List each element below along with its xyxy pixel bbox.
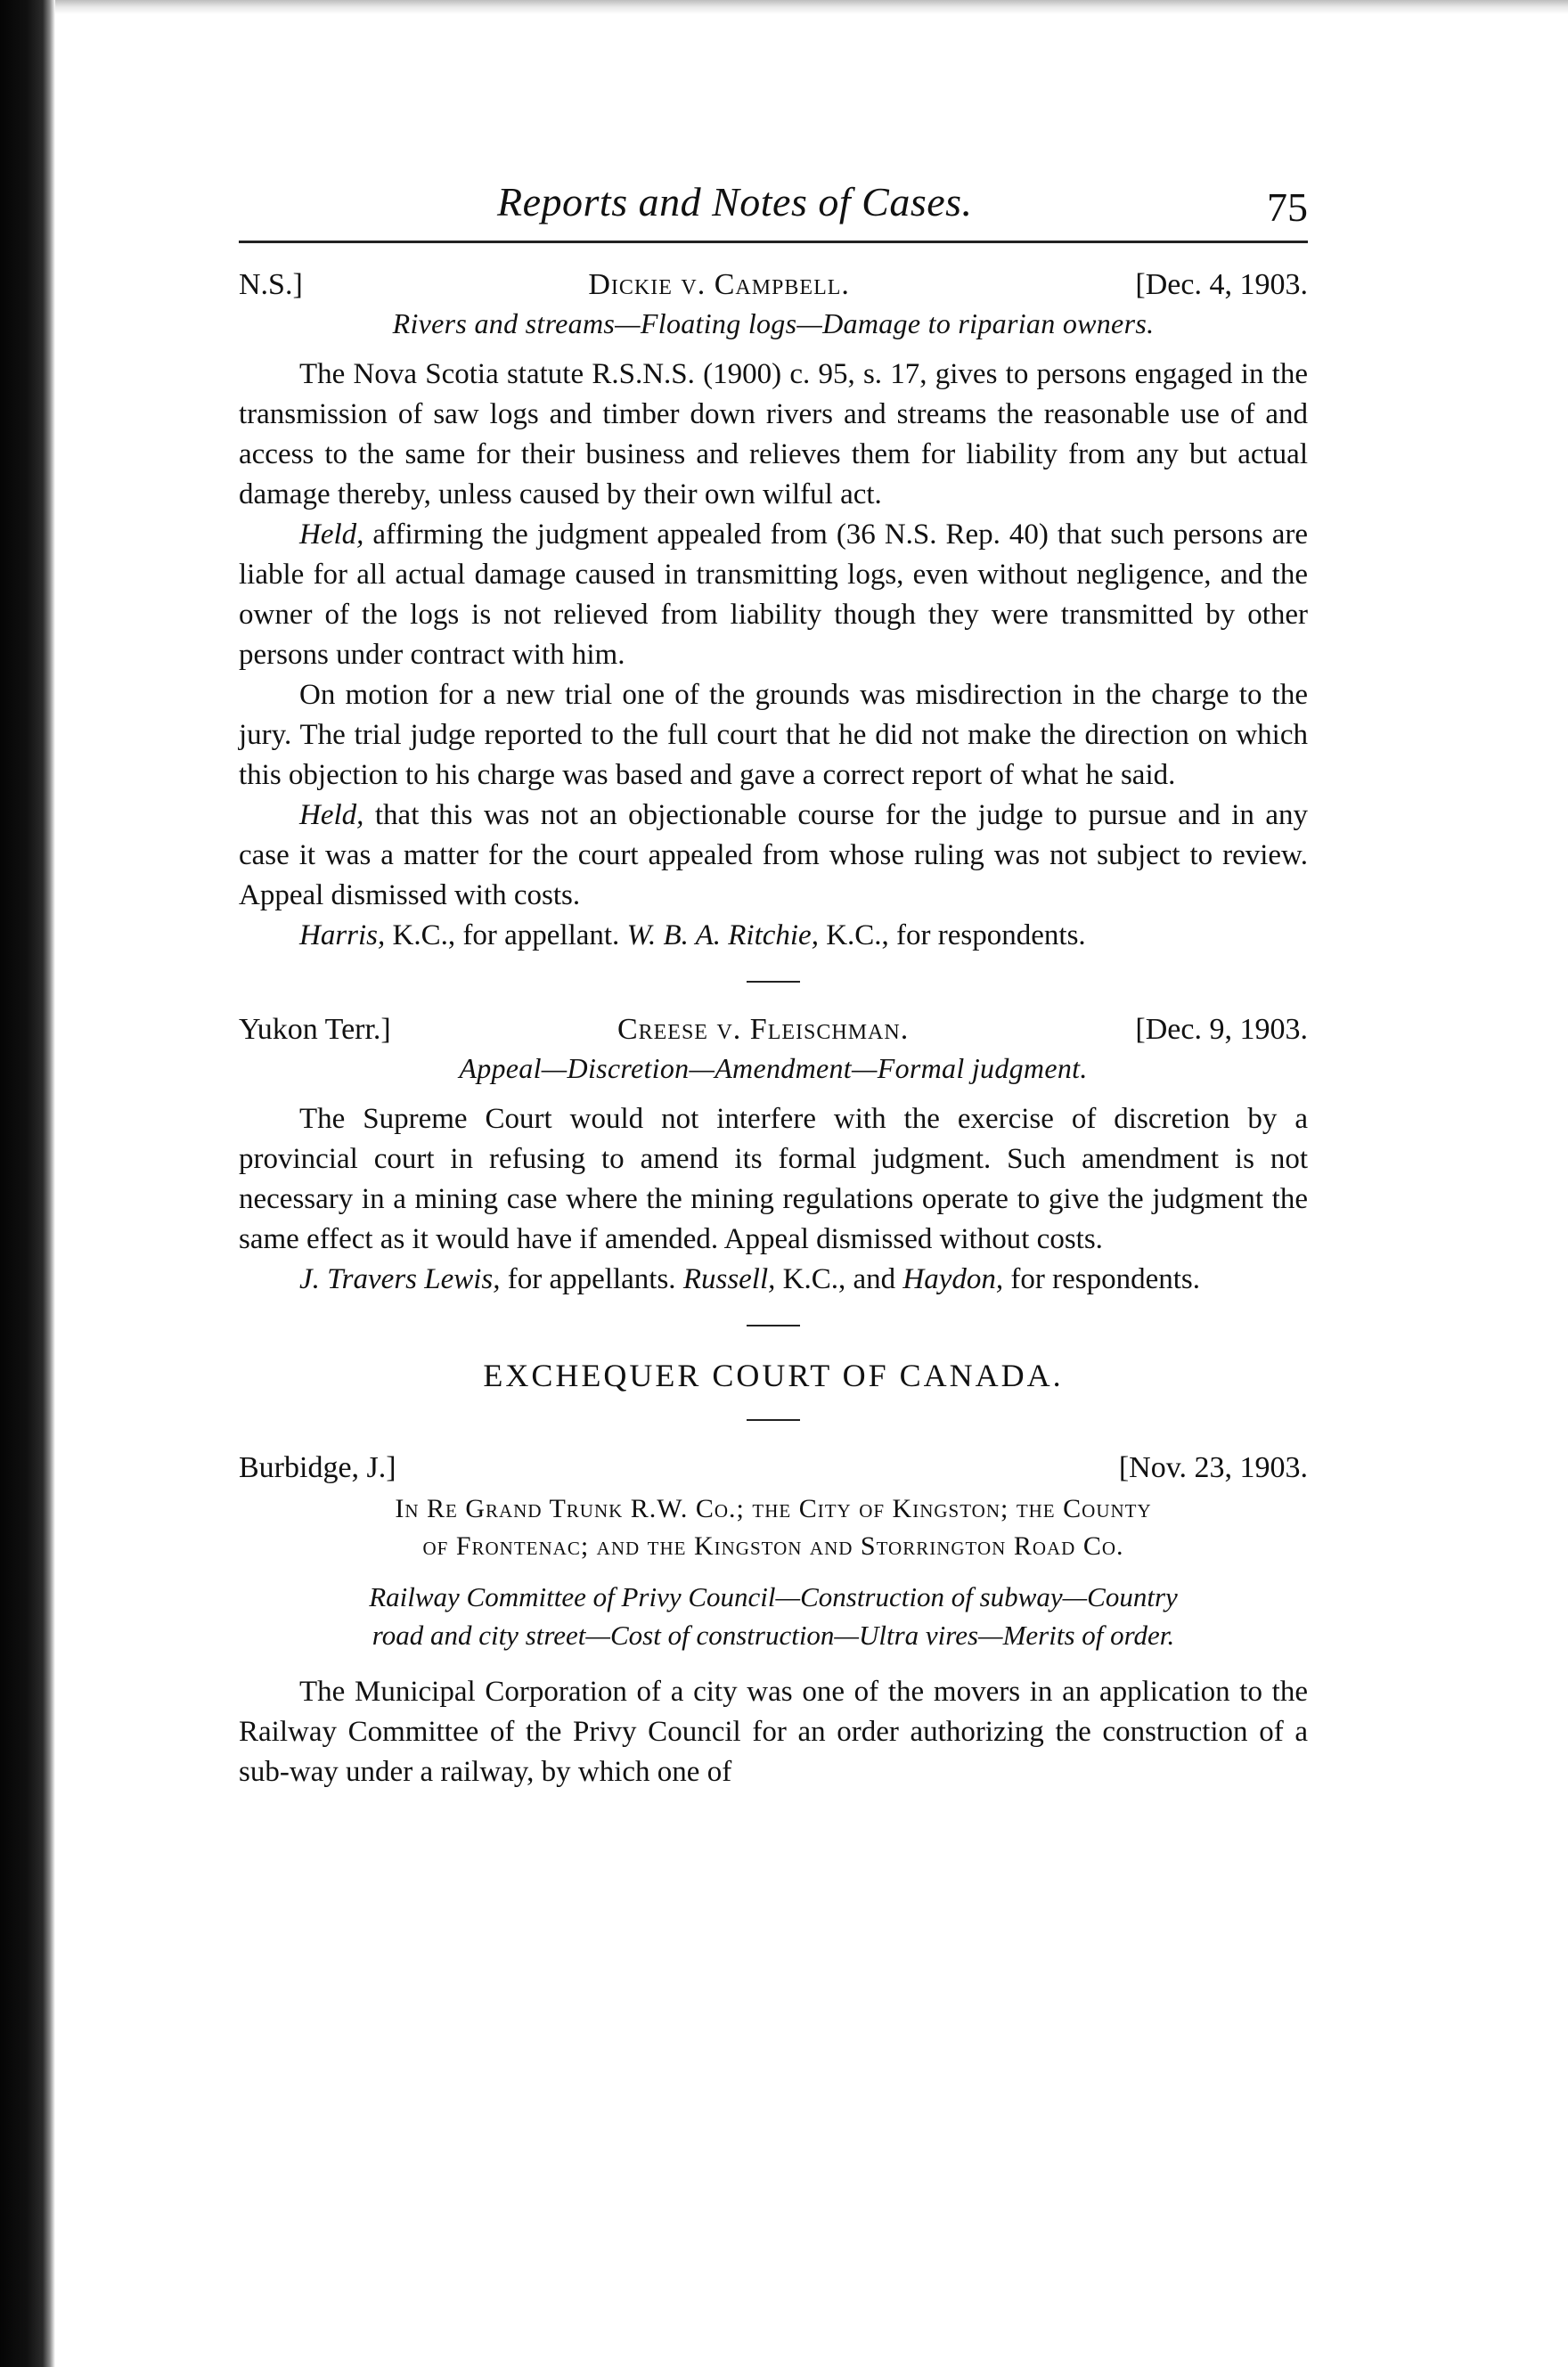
counsel-name: W. B. A. Ritchie, (626, 919, 819, 951)
case-date: [Dec. 9, 1903. (1135, 1013, 1308, 1046)
paragraph: The Municipal Corporation of a city was one of the movers in an application to the Railway Committee of the Privy Council for an order authorizing the construction of a sub-way under a railway, by which one of (239, 1676, 1308, 1788)
case-caption (239, 268, 1308, 302)
case-headnote: Appeal—Discretion—Amendment—Formal judgment. (459, 1052, 1088, 1084)
counsel-line (239, 916, 1308, 956)
counsel-text: K.C., for respondents. (818, 919, 1086, 951)
counsel-line (239, 1260, 1308, 1300)
case-jurisdiction: N.S.] (239, 268, 303, 301)
paragraph (239, 796, 1308, 916)
book-binding-edge (0, 0, 55, 2367)
case-dickie-v-campbell (239, 268, 1308, 956)
held-label: Held, (299, 518, 364, 551)
page (239, 178, 1308, 1792)
case-headnote (239, 1578, 1308, 1654)
held-label: Held, (299, 799, 364, 831)
case-headnote-line: Railway Committee of Privy Council—Construction of subway—Country (369, 1581, 1178, 1612)
section-divider (747, 1325, 800, 1326)
counsel-text: for appellants. (500, 1263, 683, 1295)
case-creese-v-fleischman (239, 1013, 1308, 1300)
case-jurisdiction: Yukon Terr.] (239, 1013, 391, 1046)
section-divider (747, 1419, 800, 1421)
counsel-text: K.C., for appellant. (385, 919, 627, 951)
counsel-name: Russell, (682, 1263, 776, 1295)
paragraph: The Supreme Court would not interfere with the exercise of discretion by a provincial court in refusing to amend its formal judgment. Such amendment is not necessary in a mining case where the mining regulations operate to give the judgment the same effect as it would have if amended. Appeal dismissed without costs. (239, 1103, 1308, 1255)
case-title-line: In Re Grand Trunk R.W. Co.; the City of Kingston; the County (395, 1494, 1152, 1523)
case-headnote-line: road and city street—Cost of construction—Ultra vires—Merits of order. (372, 1620, 1175, 1651)
paragraph-text: that this was not an objectionable course for the judge to pursue and in any case it was a matter for the court appealed from whose ruling was not subject to review. Appeal dismissed with costs. (239, 799, 1308, 911)
case-judge: Burbidge, J.] (239, 1451, 396, 1484)
paragraph-text: affirming the judgment appealed from (36 N.S. Rep. 40) that such persons are liable for all actual damage caused in transmitting logs, even without negligence, and the owner of the logs is not relieved from liability though they were transmitted by other persons under contract with him. (239, 518, 1308, 671)
case-grand-trunk (239, 1451, 1308, 1792)
counsel-name: Haydon, (902, 1263, 1004, 1295)
court-heading: EXCHEQUER COURT OF CANADA. (483, 1358, 1064, 1393)
section-divider (747, 981, 800, 983)
case-headnote: Rivers and streams—Floating logs—Damage to riparian owners. (392, 307, 1155, 339)
paragraph (239, 515, 1308, 675)
case-caption (239, 1013, 1308, 1047)
case-date: [Nov. 23, 1903. (1118, 1451, 1308, 1484)
counsel-text: K.C., and (775, 1263, 903, 1295)
case-caption (239, 1451, 1308, 1485)
paragraph: On motion for a new trial one of the grounds was misdirection in the charge to the jury. The trial judge reported to the full court that he did not make the direction on which this objection to his charge was based and gave a correct report of what he said. (239, 679, 1308, 791)
case-name: Dickie v. Campbell. (588, 268, 850, 301)
counsel-name: Harris, (299, 919, 386, 951)
scan-top-edge (0, 0, 1568, 14)
counsel-text: for respondents. (1003, 1263, 1200, 1295)
case-title-line: of Frontenac; and the Kingston and Storrington Road Co. (422, 1531, 1124, 1561)
paragraph: The Nova Scotia statute R.S.N.S. (1900) c. 95, s. 17, gives to persons engaged in the transmission of saw logs and timber down rivers and streams the reasonable use of and access to the same for their business and relieves them for liability from any but actual damage thereby, unless caused by their own wilful act. (239, 358, 1308, 510)
running-head (239, 178, 1308, 241)
counsel-name: J. Travers Lewis, (299, 1263, 501, 1295)
case-title (239, 1490, 1308, 1565)
case-name: Creese v. Fleischman. (617, 1013, 910, 1046)
running-title: Reports and Notes of Cases. (497, 179, 973, 224)
page-number: 75 (1267, 184, 1308, 230)
header-rule (239, 241, 1308, 243)
case-date: [Dec. 4, 1903. (1135, 268, 1308, 301)
